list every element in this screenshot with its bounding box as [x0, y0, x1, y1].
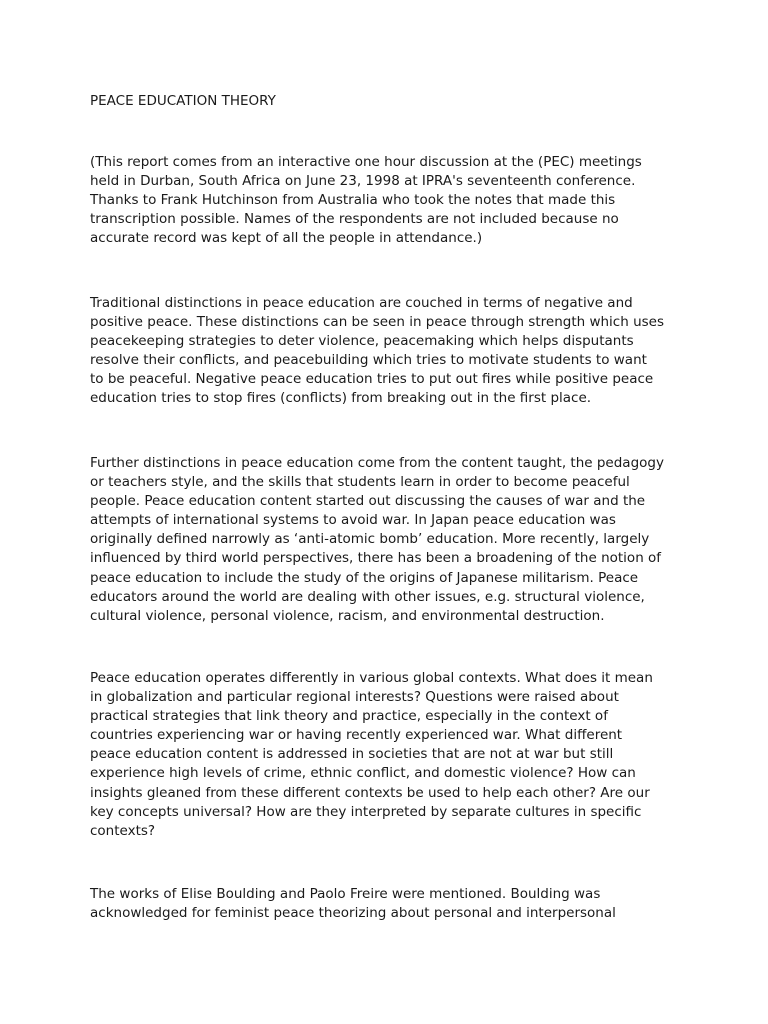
paragraph-line: peace education content is addressed in societies that are not at war but still: [90, 746, 614, 763]
paragraph-line: experience high levels of crime, ethnic conflict, and domestic violence? How can: [90, 765, 636, 782]
paragraph-line: key concepts universal? How are they interpreted by separate cultures in specific: [90, 803, 642, 820]
paragraph-line: insights gleaned from these different contexts be used to help each other? Are our: [90, 784, 650, 801]
paragraph-line: Thanks to Frank Hutchinson from Australia who took the notes that made this: [90, 192, 616, 209]
paragraph-line: education tries to stop fires (conflicts) from breaking out in the first place.: [90, 390, 592, 407]
paragraph-line: in globalization and particular regional interests? Questions were raised about: [90, 689, 619, 706]
paragraph-traditional-distinctions: [90, 294, 690, 409]
paragraph-intro-note: [90, 153, 690, 248]
paragraph-line: originally defined narrowly as ‘anti-atomic bomb’ education. More recently, largely: [90, 531, 650, 548]
paragraph-line: transcription possible. Names of the respondents are not included because no: [90, 211, 619, 228]
paragraph-line: resolve their conflicts, and peacebuilding which tries to motivate students to want: [90, 352, 647, 369]
paragraph-line: (This report comes from an interactive one hour discussion at the (PEC) meetings: [90, 154, 642, 170]
paragraph-line: practical strategies that link theory and practice, especially in the context of: [90, 708, 608, 725]
paragraph-line: cultural violence, personal violence, racism, and environmental destruction.: [90, 607, 605, 624]
paragraph-line: The works of Elise Boulding and Paolo Freire were mentioned. Boulding was: [90, 886, 601, 902]
paragraph-line: Traditional distinctions in peace education are couched in terms of negative and: [90, 295, 633, 311]
paragraph-further-distinctions: [90, 454, 690, 626]
paragraph-line: accurate record was kept of all the people in attendance.): [90, 230, 483, 247]
paragraph-line: acknowledged for feminist peace theorizing about personal and interpersonal: [90, 905, 616, 922]
paragraph-global-contexts: [90, 669, 690, 841]
paragraph-line: held in Durban, South Africa on June 23, 1998 at IPRA's seventeenth conference.: [90, 173, 636, 190]
paragraph-line: influenced by third world perspectives, there has been a broadening of the notion of: [90, 550, 662, 567]
paragraph-line: Peace education operates differently in various global contexts. What does it mean: [90, 670, 653, 686]
paragraph-line: countries experiencing war or having recently experienced war. What different: [90, 727, 623, 744]
document-title: [90, 92, 690, 111]
paragraph-line: Further distinctions in peace education come from the content taught, the pedagogy: [90, 455, 664, 471]
paragraph-line: peace education to include the study of the origins of Japanese militarism. Peace: [90, 569, 639, 586]
paragraph-line: or teachers style, and the skills that students learn in order to become peaceful: [90, 474, 630, 491]
paragraph-line: attempts of international systems to avoid war. In Japan peace education was: [90, 512, 616, 529]
paragraph-line: educators around the world are dealing with other issues, e.g. structural violence,: [90, 588, 645, 605]
title-text: PEACE EDUCATION THEORY: [90, 93, 276, 109]
paragraph-line: peacekeeping strategies to deter violence, peacemaking which helps disputants: [90, 333, 634, 350]
paragraph-line: positive peace. These distinctions can be seen in peace through strength which uses: [90, 314, 665, 331]
paragraph-line: contexts?: [90, 822, 156, 839]
paragraph-line: to be peaceful. Negative peace education tries to put out fires while positive peace: [90, 371, 654, 388]
paragraph-line: people. Peace education content started out discussing the causes of war and the: [90, 493, 646, 510]
paragraph-boulding-freire: [90, 885, 690, 923]
